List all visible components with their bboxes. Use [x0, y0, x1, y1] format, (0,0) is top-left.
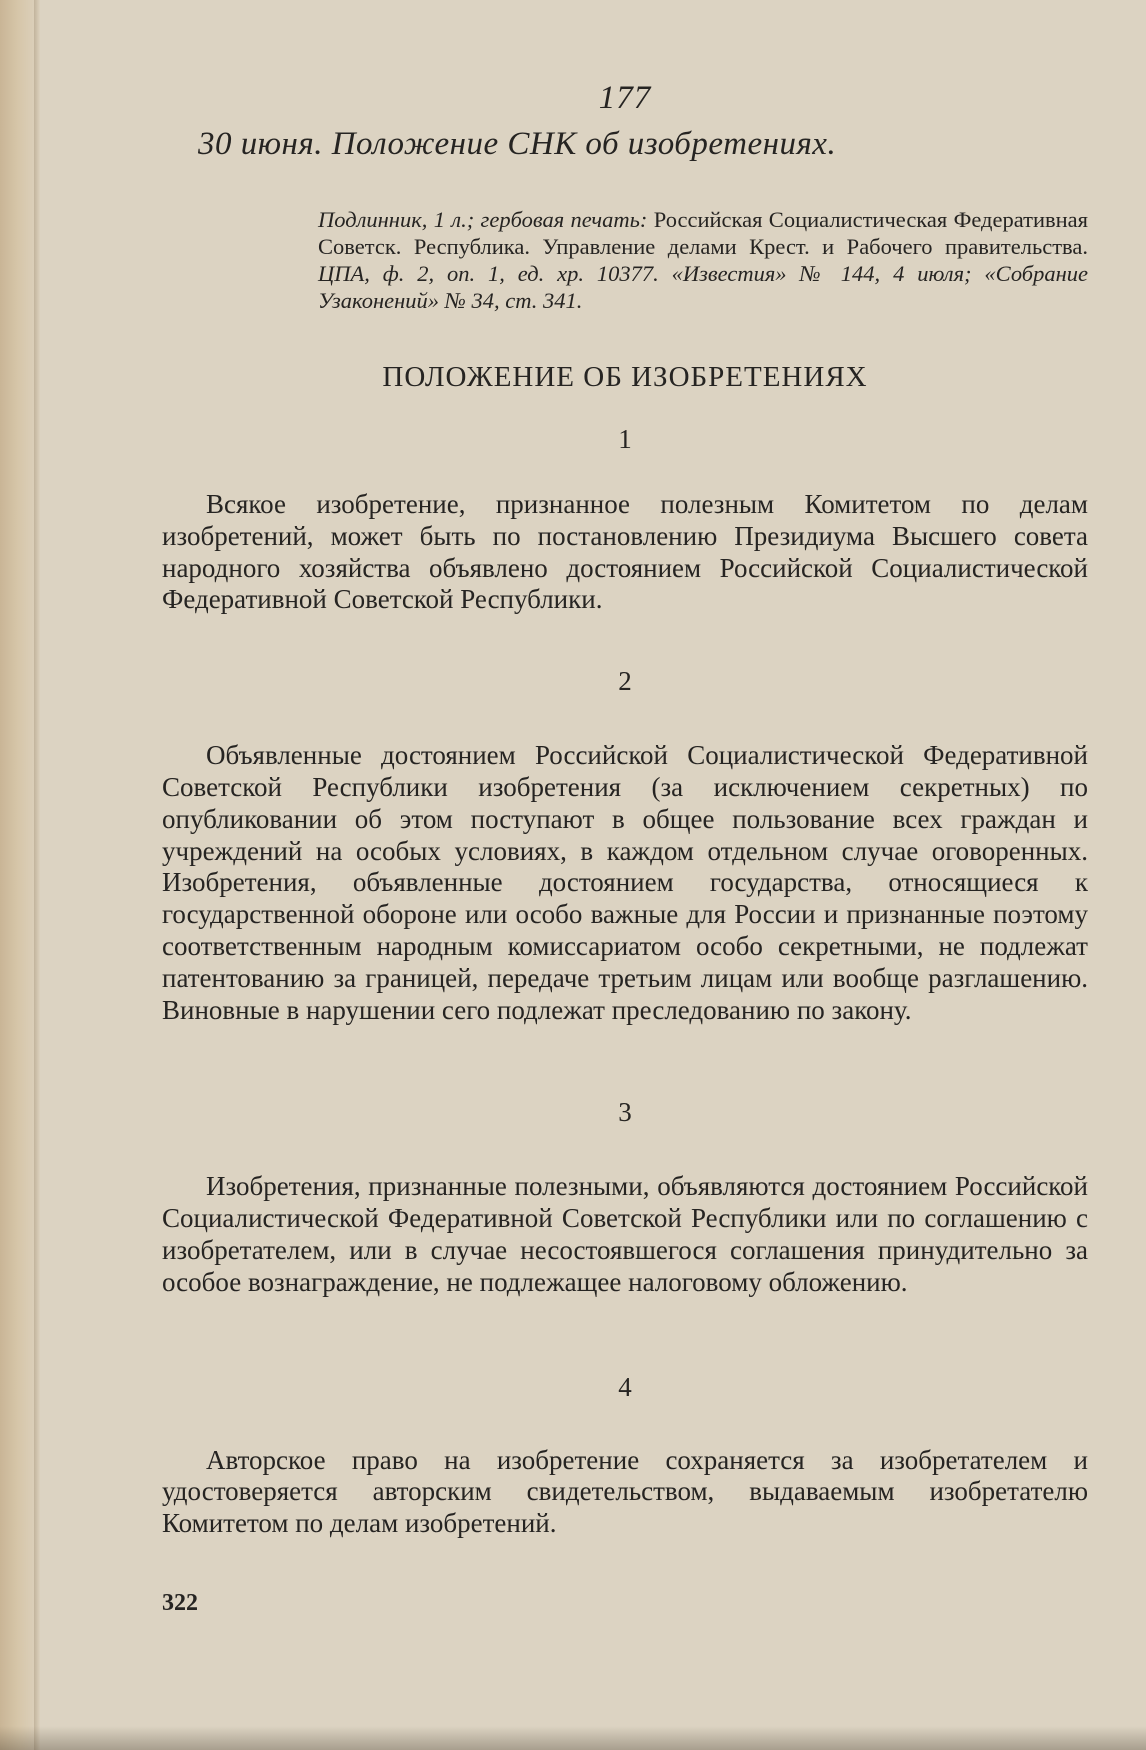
source-label: Подлинник, 1 л.; гербовая печать: [318, 207, 648, 232]
seal-text: Российская Социалистическая Федеративная Советск. Республика. Управление делами Крест. и Рабочего правительства. [318, 207, 1089, 259]
page-bottom-shadow [0, 1726, 1146, 1750]
section-number: 1 [618, 424, 632, 454]
section-paragraph: Изобретения, признанные полезными, объявляются достоянием Российской Социалистической Федеративной Советской Республики или по соглашению с изобретателем, или в случае несостоявшегося соглашения принудительно за особое вознаграждение, не подлежащее налоговому обложению. [162, 1171, 1088, 1297]
page-edge [0, 0, 40, 1750]
section-number: 4 [618, 1371, 632, 1402]
page-content [162, 78, 1088, 1540]
section-paragraph: Всякое изобретение, признанное полезным Комитетом по делам изобретений, может быть по постановлению Президиума Высшего совета народного хозяйства объявлено достоянием Российской Социалистической Федеративной Советской Республики. [162, 489, 1088, 615]
document-number: 177 [598, 80, 652, 116]
section-number: 2 [618, 666, 632, 697]
section-number: 3 [618, 1097, 632, 1128]
section-heading: ПОЛОЖЕНИЕ ОБ ИЗОБРЕТЕНИЯХ [382, 361, 868, 393]
section-paragraph: Объявленные достоянием Российской Социалистической Федеративной Советской Республики изобретения (за исключением секретных) по опубликовании об этом поступают в общее пользование всех граждан и учреждений на особых условиях, в каждом отдельном случае оговоренных. Изобретения, объявленные достоянием государства, относящиеся к государственной обороне или особо важные для России и признанные поэтому соответственным народным комиссариатом особо секретными, не подлежат патентованию за границей, передаче третьим лицам или вообще разглашению. Виновные в нарушении сего подлежат преследованию по закону. [162, 740, 1088, 1025]
document-title: 30 июня. Положение СНК об изобретениях. [198, 126, 837, 162]
source-note [318, 206, 1088, 314]
archive-reference: ЦПА, ф. 2, оп. 1, ед. хр. 10377. «Известия» № 144, 4 июля; «Собрание Узаконений» № 34, ст. 341. [318, 261, 1088, 313]
page-number: 322 [162, 1590, 198, 1616]
section-paragraph: Авторское право на изобретение сохраняется за изобретателем и удостоверяется авторским свидетельством, выдаваемым изобретателю Комитетом по делам изобретений. [162, 1444, 1088, 1539]
